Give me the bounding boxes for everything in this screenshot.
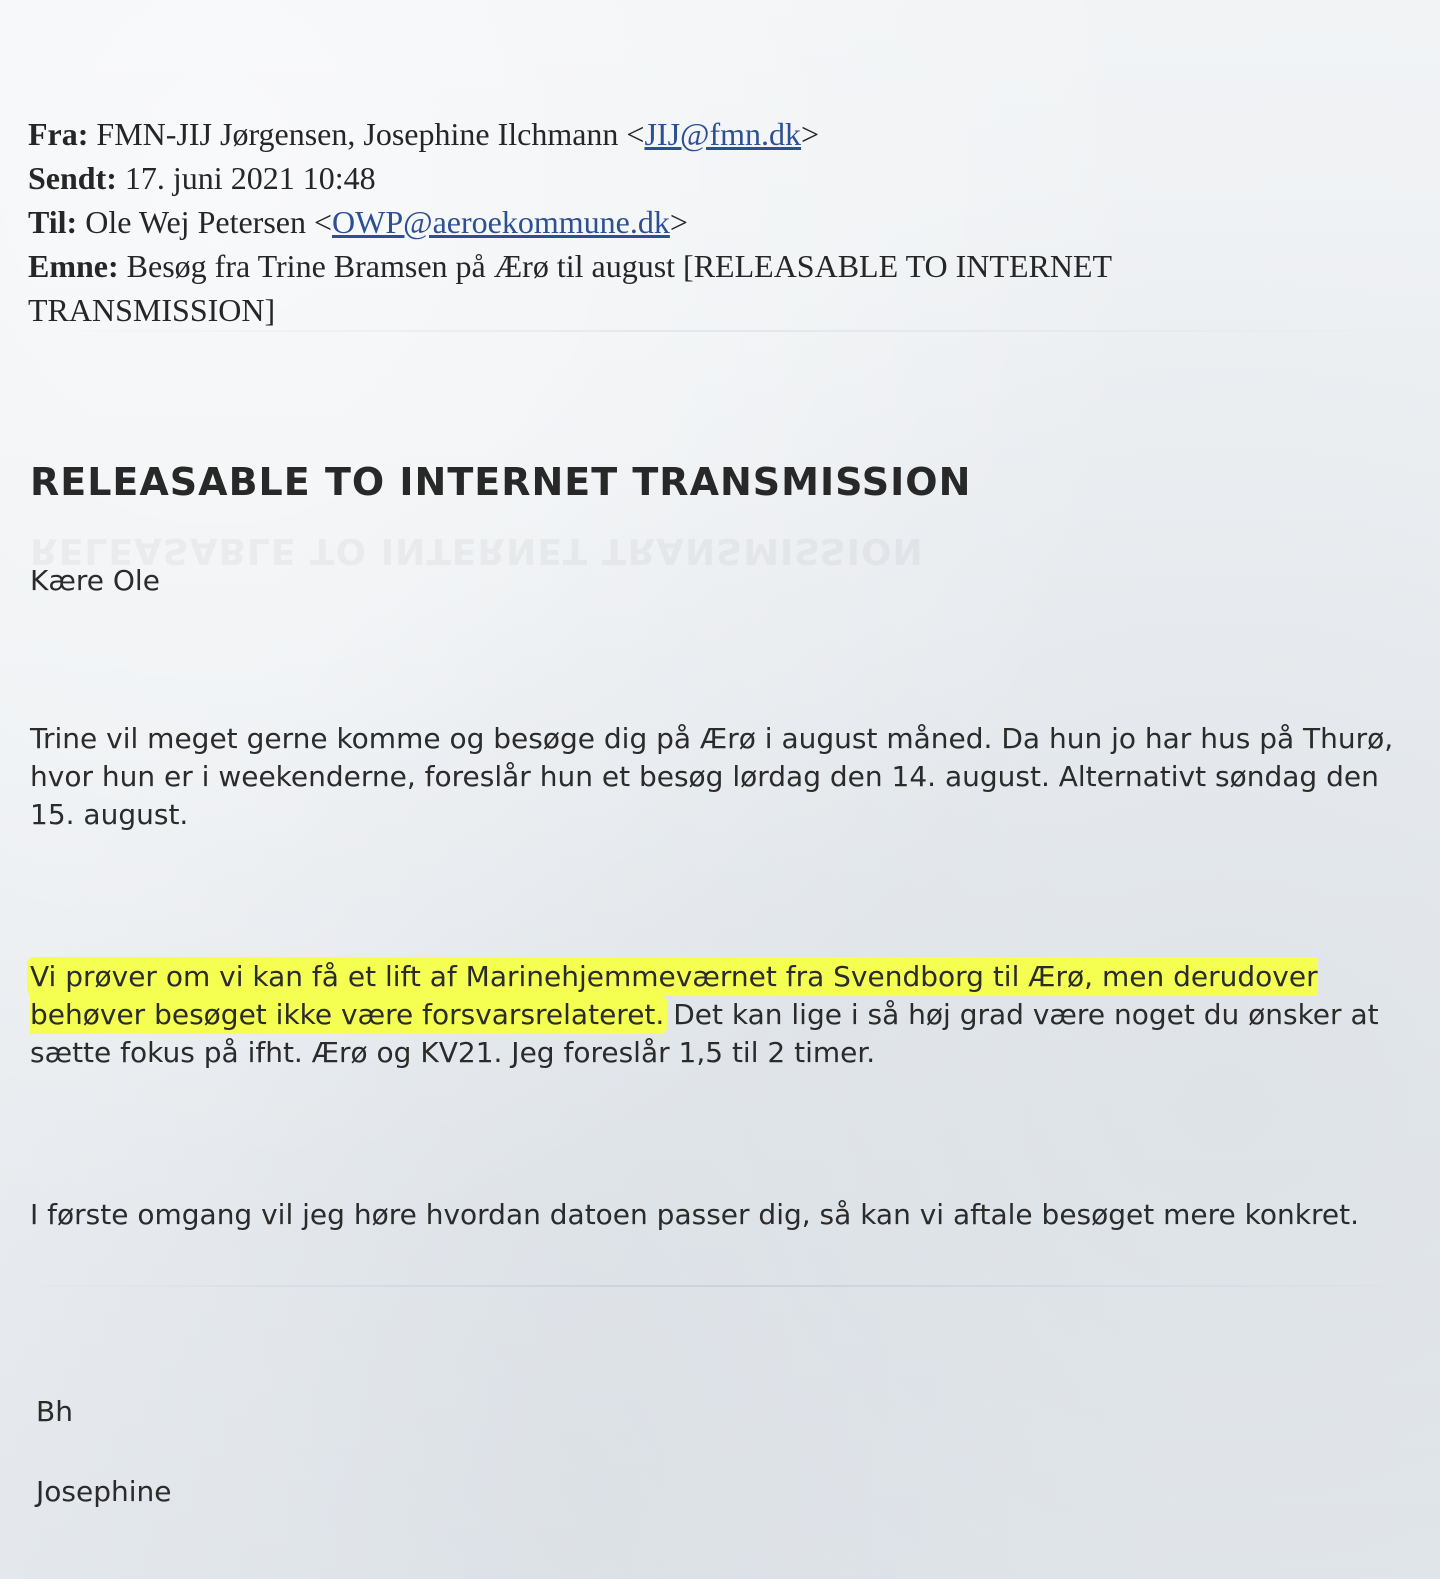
subject-row-continued	[28, 288, 1348, 332]
highlighted-text: Vi prøver om vi kan få et lift af Marinehjemmeværnet fra Svendborg til Ærø, men derudover behøver besøget ikke være forsvarsrelateret.	[30, 960, 1318, 1031]
to-row: Til: Ole Wej Petersen <OWP@aeroekommune.dk>	[28, 204, 688, 240]
to-label: Til:	[28, 204, 78, 240]
from-row: Fra: FMN-JIJ Jørgensen, Josephine Ilchmann <JIJ@fmn.dk>	[28, 116, 820, 152]
paragraph-confirm-date: I første omgang vil jeg høre hvordan datoen passer dig, så kan vi aftale besøget mere konkret.	[30, 1198, 1359, 1231]
from-email-link[interactable]: JIJ@fmn.dk	[644, 116, 802, 152]
paper-fold	[0, 1285, 1440, 1287]
to-email-link[interactable]: OWP@aeroekommune.dk	[332, 204, 670, 240]
to-name: Ole Wej Petersen	[85, 204, 306, 240]
classification-banner: RELEASABLE TO INTERNET TRANSMISSION	[30, 460, 972, 504]
subject-row	[28, 244, 1348, 288]
sent-label: Sendt:	[28, 160, 117, 196]
paragraph-transport-rest: Det kan lige i så høj grad være noget du ønsker at sætte fokus på ifht. Ærø og KV21. Jeg foreslår 1,5 til 2 timer.	[30, 998, 1379, 1069]
paragraph-visit-dates: Trine vil meget gerne komme og besøge dig på Ærø i august måned. Da hun jo har hus på Thurø, hvor hun er i weekenderne, foreslår hun et besøg lørdag den 14. august. Alternativt søndag den 15. august.	[30, 722, 1394, 831]
sent-value: 17. juni 2021 10:48	[124, 160, 376, 196]
subject-line-1: Besøg fra Trine Bramsen på Ærø til august [RELEASABLE TO INTERNET	[126, 248, 1113, 284]
email-header	[28, 112, 1348, 332]
from-name: FMN-JIJ Jørgensen, Josephine Ilchmann	[96, 116, 619, 152]
greeting: Kære Ole	[30, 564, 160, 597]
subject-line-2: TRANSMISSION]	[28, 292, 276, 328]
subject-label: Emne:	[28, 248, 119, 284]
signature: Josephine	[36, 1475, 172, 1508]
paragraph-transport	[30, 958, 1420, 1072]
closing: Bh	[36, 1395, 73, 1428]
from-label: Fra:	[28, 116, 89, 152]
sent-row	[28, 156, 1348, 200]
